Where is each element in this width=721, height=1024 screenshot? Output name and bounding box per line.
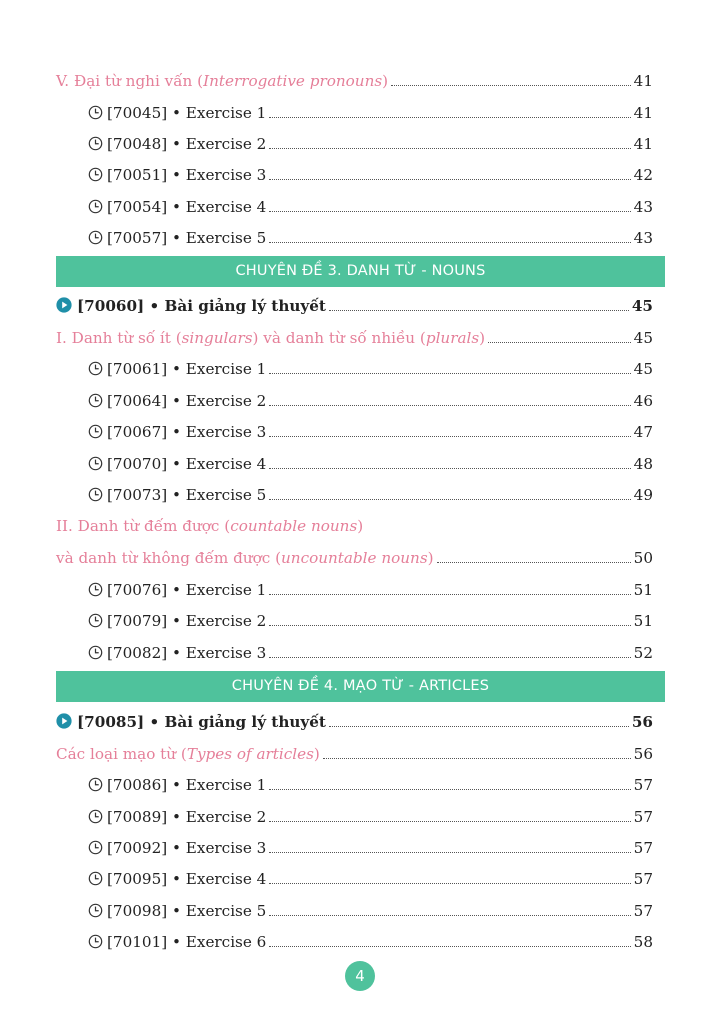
clock-icon [88,777,103,792]
exercise-label: • Exercise 4 [172,870,267,888]
entry-title [88,423,266,441]
entry-title [88,581,266,599]
entry-title [88,776,266,794]
page-ref: 47 [633,423,653,441]
exercise-label: • Exercise 4 [172,198,267,216]
entry-title [88,839,266,857]
exercise-label: • Exercise 3 [172,644,267,662]
entry-title [88,198,266,216]
chapter-banner: CHUYÊN ĐỀ 4. MẠO TỪ - ARTICLES [56,671,665,702]
dot-leader [269,914,630,916]
exercise-code: [70089] [107,808,168,826]
clock-icon [88,582,103,597]
entry-title [88,360,266,378]
toc-exercise-entry[interactable] [88,162,653,184]
dot-leader [269,851,630,853]
clock-icon [88,456,103,471]
section-title [56,549,434,567]
page-ref: 41 [633,104,653,122]
entry-title [88,486,266,504]
clock-icon [88,230,103,245]
toc-exercise-entry[interactable] [88,194,653,216]
dot-leader [269,435,630,437]
exercise-label: • Exercise 3 [172,839,267,857]
exercise-code: [70101] [107,933,168,951]
section-text: ) [479,329,486,347]
section-text: ) [382,72,389,90]
page-ref: 45 [633,329,653,347]
dot-leader [269,882,630,884]
page-ref: 41 [633,72,653,90]
exercise-code: [70057] [107,229,168,247]
toc-exercise-entry[interactable] [88,929,653,951]
exercise-label: • Exercise 3 [172,166,267,184]
dot-leader [329,725,629,727]
exercise-code: [70086] [107,776,168,794]
clock-icon [88,809,103,824]
entry-title [88,104,266,122]
clock-icon [88,934,103,949]
clock-icon [88,871,103,886]
section-text: ) [357,517,364,535]
toc-exercise-entry[interactable] [88,866,653,888]
toc-exercise-entry[interactable] [88,804,653,826]
clock-icon [88,167,103,182]
page-ref: 41 [633,135,653,153]
exercise-label: • Exercise 5 [172,902,267,920]
dot-leader [269,178,630,180]
section-title [56,329,485,347]
page-number-badge: 4 [345,961,375,991]
clock-icon [88,903,103,918]
toc-exercise-entry[interactable] [88,608,653,630]
toc-exercise-entry[interactable] [88,356,653,378]
exercise-label: • Exercise 2 [172,612,267,630]
page-ref: 52 [633,644,653,662]
dot-leader [269,656,630,658]
toc-exercise-entry[interactable] [88,100,653,122]
exercise-code: [70082] [107,644,168,662]
dot-leader [269,210,630,212]
dot-leader [329,309,629,311]
toc-section-entry[interactable] [56,325,653,347]
page-ref: 42 [633,166,653,184]
page-ref: 57 [633,870,653,888]
page-ref: 58 [633,933,653,951]
exercise-label: • Exercise 1 [172,776,267,794]
toc-exercise-entry[interactable] [88,388,653,410]
exercise-code: [70061] [107,360,168,378]
entry-title [88,644,266,662]
clock-icon [88,840,103,855]
entry-title [56,297,326,315]
page-ref: 48 [633,455,653,473]
play-icon [56,297,72,313]
dot-leader [269,372,630,374]
page-ref: 49 [633,486,653,504]
toc-lecture-entry[interactable] [56,709,653,731]
exercise-code: [70095] [107,870,168,888]
clock-icon [88,487,103,502]
clock-icon [88,613,103,628]
section-text: ) [313,745,320,763]
section-text: và danh từ không đếm được ( [56,549,282,567]
exercise-code: [70048] [107,135,168,153]
exercise-label: • Exercise 4 [172,455,267,473]
section-text: II. Danh từ đếm được ( [56,517,231,535]
toc-exercise-entry[interactable] [88,835,653,857]
section-english-term: singulars [181,329,253,347]
exercise-label: • Exercise 5 [172,486,267,504]
toc-section-entry[interactable] [56,68,653,90]
section-title [56,517,363,535]
dot-leader [269,241,630,243]
dot-leader [269,498,630,500]
dot-leader [269,404,630,406]
entry-title [88,455,266,473]
dot-leader [323,757,631,759]
page-ref: 43 [633,198,653,216]
exercise-label: • Exercise 3 [172,423,267,441]
section-english-term: plurals [425,329,480,347]
exercise-code: [70064] [107,392,168,410]
exercise-code: [70076] [107,581,168,599]
entry-title [88,135,266,153]
chapter-banner: CHUYÊN ĐỀ 3. DANH TỪ - NOUNS [56,256,665,287]
section-title [56,745,320,763]
page-ref: 45 [633,360,653,378]
dot-leader [269,593,630,595]
entry-title [88,392,266,410]
page-ref: 50 [633,549,653,567]
dot-leader [269,624,630,626]
page-ref: 51 [633,612,653,630]
toc-exercise-entry[interactable] [88,772,653,794]
exercise-code: [70079] [107,612,168,630]
lecture-code: [70085] [77,713,145,731]
page-ref: 57 [633,808,653,826]
exercise-label: • Exercise 2 [172,808,267,826]
toc-exercise-entry[interactable] [88,898,653,920]
clock-icon [88,199,103,214]
exercise-code: [70045] [107,104,168,122]
toc-exercise-entry[interactable] [88,577,653,599]
exercise-label: • Exercise 2 [172,135,267,153]
section-english-term: countable nouns [230,517,358,535]
lecture-label: • Bài giảng lý thuyết [149,713,326,731]
section-text: Các loại mạo từ ( [56,745,187,763]
dot-leader [391,84,631,86]
exercise-label: • Exercise 1 [172,360,267,378]
entry-title [88,870,266,888]
page-ref: 56 [631,713,653,731]
section-text: V. Đại từ nghi vấn ( [56,72,204,90]
dot-leader [269,116,630,118]
exercise-label: • Exercise 5 [172,229,267,247]
clock-icon [88,424,103,439]
exercise-code: [70067] [107,423,168,441]
clock-icon [88,645,103,660]
lecture-label: • Bài giảng lý thuyết [149,297,326,315]
dot-leader [488,341,631,343]
section-text: ) và danh từ số nhiều ( [252,329,426,347]
exercise-code: [70098] [107,902,168,920]
entry-title [88,229,266,247]
exercise-label: • Exercise 2 [172,392,267,410]
section-text: I. Danh từ số ít ( [56,329,182,347]
exercise-code: [70092] [107,839,168,857]
exercise-code: [70051] [107,166,168,184]
entry-title [88,933,266,951]
page-ref: 45 [631,297,653,315]
entry-title [88,808,266,826]
page-ref: 51 [633,581,653,599]
dot-leader [269,147,630,149]
toc-exercise-entry[interactable] [88,225,653,247]
clock-icon [88,105,103,120]
exercise-label: • Exercise 1 [172,104,267,122]
page-ref: 56 [633,745,653,763]
exercise-code: [70070] [107,455,168,473]
page-ref: 57 [633,839,653,857]
dot-leader [269,467,630,469]
toc-section-entry[interactable] [56,513,653,535]
section-title [56,72,388,90]
play-icon [56,713,72,729]
section-english-term: uncountable nouns [281,549,428,567]
section-english-term: Types of articles [186,745,314,763]
entry-title [88,166,266,184]
dot-leader [437,561,631,563]
clock-icon [88,361,103,376]
section-text: ) [427,549,434,567]
toc-exercise-entry[interactable] [88,131,653,153]
toc-exercise-entry[interactable] [88,482,653,504]
exercise-label: • Exercise 1 [172,581,267,599]
lecture-code: [70060] [77,297,145,315]
dot-leader [269,945,630,947]
exercise-code: [70073] [107,486,168,504]
entry-title [88,902,266,920]
page-ref: 43 [633,229,653,247]
section-english-term: Interrogative pronouns [203,72,383,90]
entry-title [88,612,266,630]
clock-icon [88,136,103,151]
page-ref: 57 [633,902,653,920]
toc-section-entry[interactable] [56,545,653,567]
toc-exercise-entry[interactable] [88,419,653,441]
entry-title [56,713,326,731]
dot-leader [269,788,630,790]
toc-exercise-entry[interactable] [88,451,653,473]
exercise-code: [70054] [107,198,168,216]
toc-lecture-entry[interactable] [56,293,653,315]
page-ref: 57 [633,776,653,794]
toc-exercise-entry[interactable] [88,640,653,662]
clock-icon [88,393,103,408]
page-ref: 46 [633,392,653,410]
dot-leader [269,820,630,822]
exercise-label: • Exercise 6 [172,933,267,951]
toc-section-entry[interactable] [56,741,653,763]
